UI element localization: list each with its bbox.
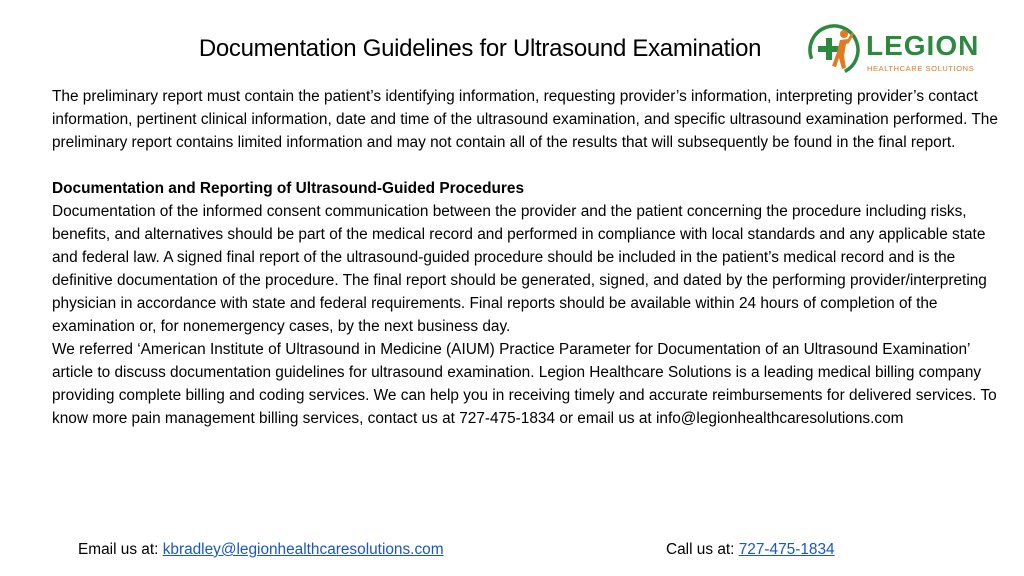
phone-label: Call us at:	[666, 541, 739, 558]
legion-logo	[806, 20, 986, 82]
phone-link[interactable]: 727-475-1834	[738, 541, 835, 558]
paragraph-preliminary-report: The preliminary report must contain the patient’s identifying information, requesting provider’s information, interpreting provider’s contact information, pertinent clinical information, date and time of the ultrasound examination, and specific ultrasound examination performed. The preliminary report contains limited information and may not contain all of the results that will subsequently be found in the final report.	[52, 88, 998, 151]
logo-wordmark: LEGION	[866, 30, 980, 61]
paragraph-procedures: Documentation of the informed consent communication between the provider and the patient concerning the procedure including risks, benefits, and alternatives should be part of the medical record and performed in compliance with local standards and any applicable state and federal law. A signed final report of the ultrasound-guided procedure should be included in the patient’s medical record and is the definitive documentation of the procedure. The final report should be generated, signed, and dated by the performing provider/interpreting physician in accordance with state and federal requirements. Final reports should be available within 24 hours of completion of the examination or, for nonemergency cases, by the next business day.	[52, 203, 987, 335]
document-body	[52, 85, 1002, 430]
email-label: Email us at:	[78, 541, 163, 558]
logo-tagline: HEALTHCARE SOLUTIONS	[867, 64, 975, 73]
email-link[interactable]: kbradley@legionhealthcaresolutions.com	[162, 541, 444, 558]
footer-email	[78, 538, 444, 561]
footer-phone	[666, 538, 835, 561]
section-heading: Documentation and Reporting of Ultrasound-Guided Procedures	[52, 180, 524, 197]
page-title: Documentation Guidelines for Ultrasound Examination	[198, 35, 762, 62]
paragraph-reference: We referred ‘American Institute of Ultrasound in Medicine (AIUM) Practice Parameter for Documentation of an Ultrasound Examination’ article to discuss documentation guidelines for ultrasound examination. Legion Healthcare Solutions is a leading medical billing company providing complete billing and coding services. We can help you in receiving timely and accurate reimbursements for delivered services. To know more pain management billing services, contact us at 727-475-1834 or email us at info@legionhealthcaresolutions.com	[52, 341, 997, 427]
legion-cross-person-icon	[806, 22, 862, 78]
section-procedures	[52, 177, 1002, 338]
